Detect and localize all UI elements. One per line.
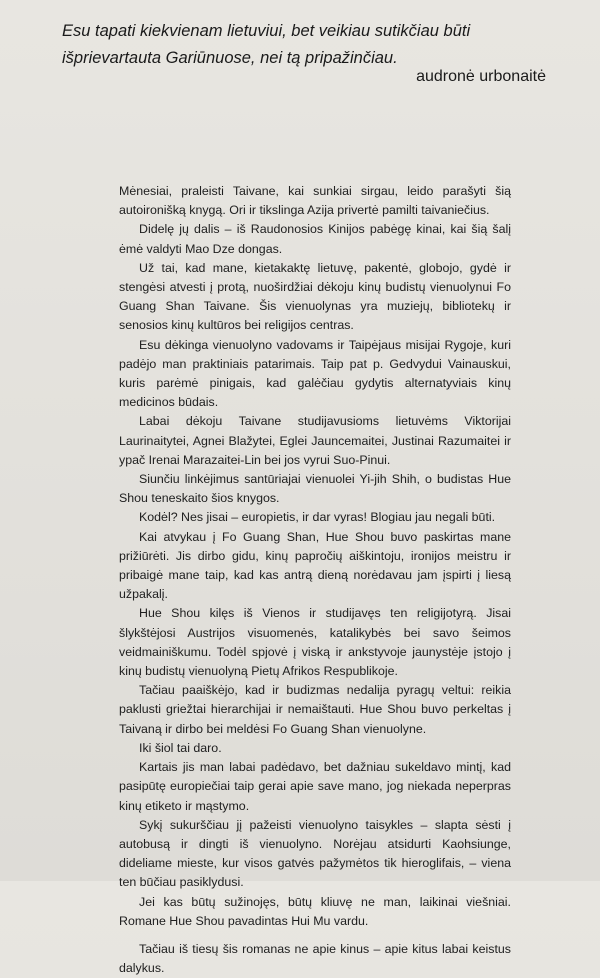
paragraph-8: Kai atvykau į Fo Guang Shan, Hue Shou buvo paskirtas mane prižiūrėti. Jis dirbo gidu, kinų papročių aiškintoju, ironijos meistru ir pribaigė mane taip, kad kas antrą dieną norėdavau jam įspirti į liesą užpakalį. [119, 529, 511, 602]
epigraph [62, 18, 582, 72]
paragraph-10: Tačiau paaiškėjo, kad ir budizmas nedalija pyragų veltui: reikia paklusti griežtai hierarchijai ir nemaištauti. Hue Shou buvo perkeltas į Taivaną ir dirbo bei meldėsi Fo Guang Shan vienuolyne. [119, 683, 511, 736]
paragraph-9: Hue Shou kilęs iš Vienos ir studijavęs ten religijotyrą. Jisai šlykštėjosi Austrijos visuomenės, katalikybės bei savo šeimos veidmainiškumu. Todėl spjovė į viską ir ankstyvoje jaunystėje įstojo į kinų budistų vienuolyną Pietų Afrikos Respublikoje. [119, 606, 511, 679]
paragraph-13: Sykį sukurščiau jį pažeisti vienuolyno taisykles – slapta sėsti į autobusą ir dingti iš vienuolyno. Norėjau atsidurti Kaohsiunge, dideliame mieste, kur visos gatvės pažymėtos tik hieroglifais, – viena ten būčiau pasiklydusi. [119, 817, 511, 890]
paragraph-7: Kodėl? Nes jisai – europietis, ir dar vyras! Blogiau jau negali būti. [139, 510, 496, 525]
body-text [119, 182, 511, 978]
paragraph-2: Didelę jų dalis – iš Raudonosios Kinijos pabėgę kinai, kai šią šalį ėmė valdyti Mao Dze dongas. [119, 222, 511, 256]
paragraph-15: Tačiau iš tiesų šis romanas ne apie kinus – apie kitus labai keistus dalykus. [119, 941, 511, 976]
paragraph-6: Siunčiu linkėjimus santūriajai vienuolei Yi-jih Shih, o budistas Hue Shou teneskaito šios knygos. [119, 472, 511, 506]
paragraph-1: Mėnesiai, praleisti Taivane, kai sunkiai sirgau, leido parašyti šią autoironišką knygą. Ori ir tikslinga Azija privertė pamilti taivaniečius. [119, 184, 511, 218]
epigraph-author: audronė urbonaitė [416, 68, 546, 85]
paragraph-3: Už tai, kad mane, kietakaktę lietuvę, pakentė, globojo, gydė ir stengėsi atvesti į protą, nuoširdžiai dėkoju kinų budistų vienuolynui Fo Guang Shan Taivane. Šis vienuolynas yra muziejų, bibliotekų ir senosios kinų kultūros bei religijos centras. [119, 260, 511, 333]
paragraph-11: Iki šiol tai daro. [139, 740, 222, 755]
paragraph-14: Jei kas būtų sužinojęs, būtų kliuvę ne man, laikinai viešniai. Romane Hue Shou pavadintas Hui Mu vardu. [119, 894, 511, 928]
epigraph-line-2: išprievartauta Gariūnuose, nei tą pripažinčiau. [62, 49, 398, 67]
paragraph-4: Esu dėkinga vienuolyno vadovams ir Taipėjaus misijai Rygoje, kuri padėjo man praktiniais patarimais. Taip pat p. Gedvydui Vainauskui, kuris parėmė pinigais, kad galėčiau gydytis alternatyviais kinų medicinos būdais. [119, 337, 511, 410]
paragraph-5: Labai dėkoju Taivane studijavusioms lietuvėms Viktorijai Laurinaitytei, Agnei Blažytei, Eglei Jauncemaitei, Justinai Razumaitei ir ypač Irenai Marazaitei-Lin bei jos vyrui Suo-Pinui. [119, 414, 511, 467]
epigraph-line-1: Esu tapati kiekvienam lietuviui, bet veikiau sutikčiau būti [62, 22, 471, 40]
paragraph-12: Kartais jis man labai padėdavo, bet dažniau sukeldavo mintį, kad pasipūtę europiečiai taip gerai apie save mano, jog niekada neperpras kinų etiketo ir mąstymo. [119, 760, 511, 813]
